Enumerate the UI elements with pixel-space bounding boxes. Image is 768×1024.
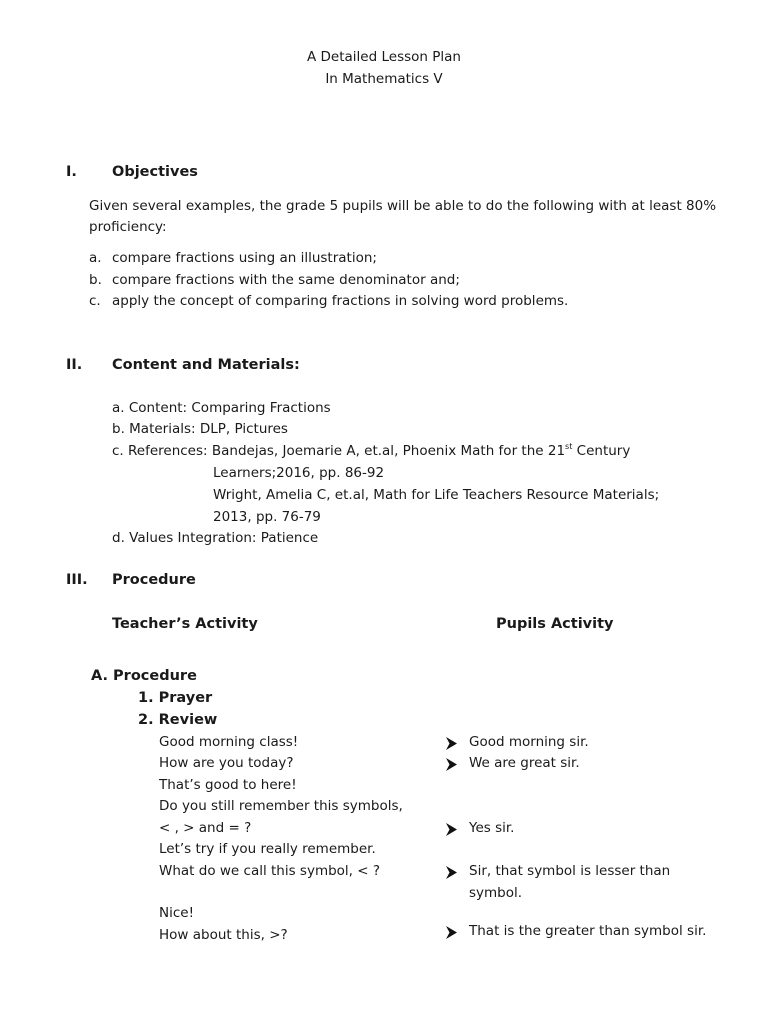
arrowhead-bullet-icon bbox=[445, 737, 458, 750]
teacher-column-heading: Teacher’s Activity bbox=[112, 616, 258, 632]
section-1-numeral: I. bbox=[66, 164, 77, 180]
section-2-numeral: II. bbox=[66, 357, 83, 373]
pupil-line: That is the greater than symbol sir. bbox=[469, 923, 707, 939]
pupils-column-heading: Pupils Activity bbox=[496, 616, 614, 632]
teacher-line: Do you still remember this symbols, bbox=[159, 798, 403, 814]
references-text-end: Century bbox=[572, 443, 631, 459]
arrowhead-bullet-icon bbox=[445, 758, 458, 771]
section-3-numeral: III. bbox=[66, 572, 88, 588]
arrowhead-bullet-icon bbox=[445, 866, 458, 879]
document-title: A Detailed Lesson Plan bbox=[307, 49, 461, 65]
arrowhead-bullet-icon bbox=[445, 926, 458, 939]
objectives-intro: Given several examples, the grade 5 pupils will be able to do the following with at least 80% proficiency: bbox=[89, 198, 717, 235]
teacher-line: How are you today? bbox=[159, 755, 294, 771]
references-line-2: Learners;2016, pp. 86-92 bbox=[213, 465, 385, 481]
procedure-subheading: A. Procedure bbox=[91, 668, 197, 684]
teacher-line: How about this, >? bbox=[159, 927, 288, 943]
document-subtitle: In Mathematics V bbox=[325, 71, 443, 87]
values-line: d. Values Integration: Patience bbox=[112, 530, 319, 546]
objective-item: compare fractions with the same denominator and; bbox=[112, 272, 460, 288]
section-3-heading: Procedure bbox=[112, 572, 196, 588]
objective-item: apply the concept of comparing fractions in solving word problems. bbox=[112, 293, 569, 309]
references-line-3: Wright, Amelia C, et.al, Math for Life Teachers Resource Materials; bbox=[213, 487, 660, 503]
references-text: c. References: Bandejas, Joemarie A, et.al, Phoenix Math for the 21 bbox=[112, 443, 566, 459]
teacher-line: Let’s try if you really remember. bbox=[159, 841, 376, 857]
objective-marker: a. bbox=[89, 250, 102, 266]
materials-line: b. Materials: DLP, Pictures bbox=[112, 421, 288, 437]
pupil-line: Yes sir. bbox=[469, 820, 515, 836]
objective-marker: b. bbox=[89, 272, 102, 288]
references-line bbox=[112, 442, 630, 460]
pupil-line: We are great sir. bbox=[469, 755, 580, 771]
pupil-line: symbol. bbox=[469, 885, 523, 901]
pupil-line: Sir, that symbol is lesser than bbox=[469, 863, 671, 879]
teacher-line: Nice! bbox=[159, 905, 194, 921]
step-prayer: 1. Prayer bbox=[138, 690, 213, 706]
teacher-line: That’s good to here! bbox=[159, 777, 297, 793]
objective-item: compare fractions using an illustration; bbox=[112, 250, 377, 266]
objective-marker: c. bbox=[89, 293, 101, 309]
teacher-line: Good morning class! bbox=[159, 734, 299, 750]
content-line: a. Content: Comparing Fractions bbox=[112, 400, 331, 416]
step-review: 2. Review bbox=[138, 712, 218, 728]
arrowhead-bullet-icon bbox=[445, 823, 458, 836]
superscript-st: st bbox=[565, 442, 573, 451]
references-line-4: 2013, pp. 76-79 bbox=[213, 509, 321, 525]
section-2-heading: Content and Materials: bbox=[112, 357, 300, 373]
section-1-heading: Objectives bbox=[112, 164, 198, 180]
teacher-line: What do we call this symbol, < ? bbox=[159, 863, 381, 879]
pupil-line: Good morning sir. bbox=[469, 734, 589, 750]
teacher-line: < , > and = ? bbox=[159, 820, 252, 836]
